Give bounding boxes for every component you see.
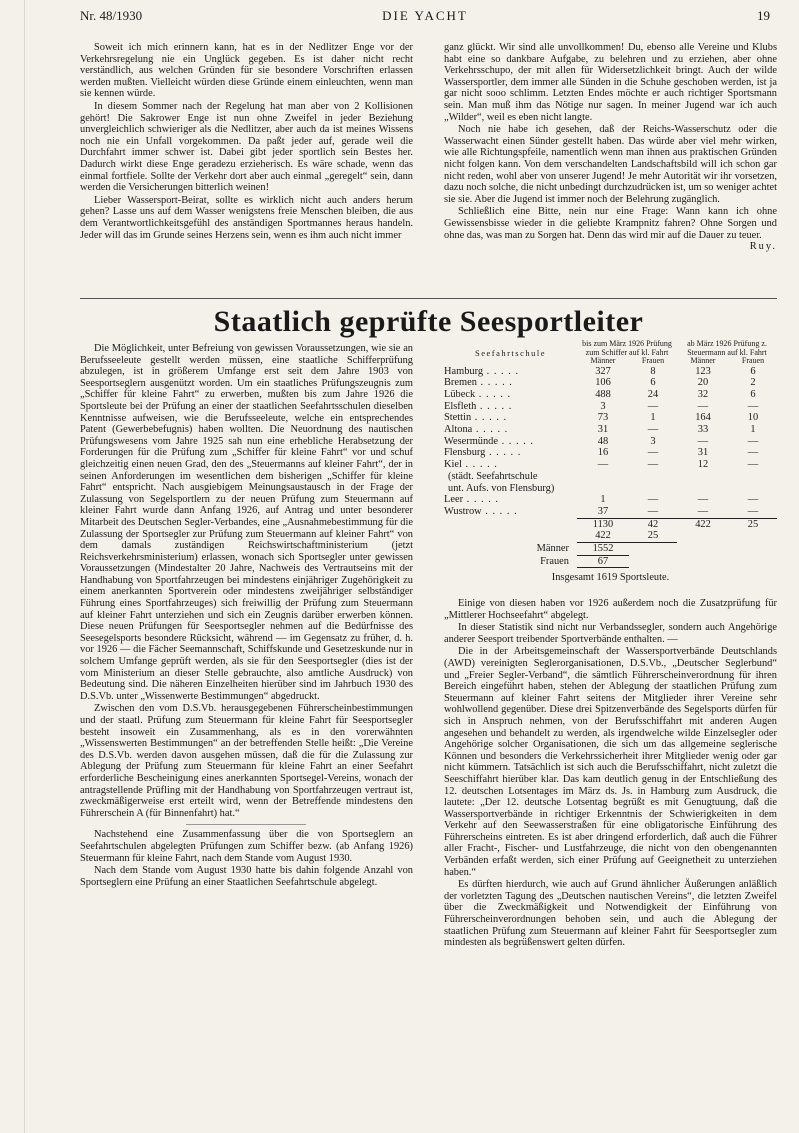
school-name-text: Wesermünde: [444, 435, 498, 447]
cell-value: —: [747, 494, 759, 506]
school-name: [444, 401, 577, 413]
cell-value: [629, 471, 677, 483]
school-name-text: (städt. Seefahrtschule: [448, 470, 538, 482]
paragraph-text: Schließlich eine Bitte, nein nur eine Frage: Wann kann ich ohne Gewissensbisse wieder in die geliebte Krampnitz fahren? Ohne Sorgen und ohne das, was man zu Sorgen hat. Denn das wird mir auf die Dauer zu teuer.: [444, 206, 777, 241]
paragraph: [444, 206, 777, 253]
cell-value: 33: [697, 424, 709, 436]
total-row: [444, 543, 777, 556]
cell-value: 37: [597, 505, 609, 517]
table-row: [444, 459, 777, 471]
school-name-text: Lübeck: [444, 388, 476, 400]
leader-dots: . . . . .: [483, 365, 520, 377]
magazine-title: DIE YACHT: [382, 8, 468, 23]
school-name-text: Stettin: [444, 412, 472, 424]
leader-dots: . . . . .: [471, 412, 508, 424]
sum-value: 42: [629, 518, 677, 530]
column-header-women: Frauen: [641, 356, 665, 365]
empty-cell: [444, 530, 577, 542]
article-column-left: [80, 343, 413, 888]
statistics-table: [444, 340, 777, 568]
school-name-text: Altona: [444, 424, 473, 436]
cell-value: [729, 471, 777, 483]
cell-value: 6: [750, 365, 756, 377]
paragraph: Nach dem Stande vom August 1930 hatte bis dahin folgende Anzahl von Sportseglern eine Prüfung an einer Staatlichen Seefahrtschule abgelegt.: [80, 865, 413, 888]
issue-number: Nr. 48/1930: [80, 8, 143, 23]
school-name-text: Leer: [444, 494, 464, 506]
column-header-men: Männer: [590, 356, 616, 365]
sum-value: 25: [629, 530, 677, 542]
cell-value: 31: [597, 424, 609, 436]
author-signature: Ruy.: [749, 241, 777, 253]
column-header-women: Frauen: [741, 356, 765, 365]
table-body: [444, 366, 777, 568]
cell-value: —: [647, 424, 659, 436]
cell-value: 31: [697, 447, 709, 459]
cell-value: 123: [695, 365, 711, 377]
cell-value: 10: [747, 412, 759, 424]
leader-dots: . . . . .: [461, 459, 498, 471]
cell-value: —: [647, 505, 659, 517]
cell-value: 3: [600, 400, 606, 412]
page-fold-line: [24, 0, 25, 1133]
school-name: [444, 471, 577, 483]
cell-value: 20: [697, 377, 709, 389]
column-group-header-steuermann: ab März 1926 Prüfung z. Steuermann auf kl. Fahrt: [687, 339, 767, 357]
cell-value: —: [647, 400, 659, 412]
cell-value: 6: [650, 377, 656, 389]
school-name-text: Flensburg: [444, 447, 486, 459]
sum-value: 25: [729, 518, 777, 530]
cell-value: [677, 471, 729, 483]
paragraph: Lieber Wassersport-Beirat, sollte es wirklich nicht auch anders herum gehen? Lasse uns auf dem Wasser wenigstens freie Menschen bleiben, die aus dem Verantwortlichkeitsgefühl des anständigen Sportmannes heraus handeln. Jeder will das im Grunde seines Herzens sein, wenn es ihm auch nicht immer: [80, 194, 413, 241]
sum-value: 422: [677, 518, 729, 530]
leader-dots: . . . . .: [472, 424, 509, 436]
letter-column-right: [444, 42, 777, 253]
table-row: [444, 483, 777, 495]
short-divider: [186, 824, 306, 825]
sum-value: 1130: [577, 518, 629, 530]
cell-value: 2: [750, 377, 756, 389]
paragraph: Die in der Arbeitsgemeinschaft der Wassersportverbände Deutschlands (AWD) vereinigten Seglerorganisationen, D.S.Vb., „Deutscher Seglerbund“ und „Freier Segler-Verband“, die sämtlich Führerscheinverordnung für ihren Bereich eingeführt haben, stehen der Ablegung der staatlichen Prüfung zum Steuermann auf kleiner Fahrt seitens der Mitglieder ihrer Vereine sehr wohlwollend gegenüber. Diese drei Spitzenverbände des Segelsports dürfen für sich in Anspruch nehmen, von der Berufsschiffahrt mit anderen Augen angesehen und behandelt zu werden, als irgendwelche wilde Einzelsegler oder Angehörige solcher Organisationen, die sich um das allgemeine seglerische Können und besonders die Verkehrssicherheit ihrer Mitglieder wenig oder gar nicht kümmern. Tatsächlich ist sich auch die Berufsschiffahrt, nicht zuletzt die Seeschiffahrt hierüber klar. Das kam deutlich genug in der Entschließung des 12. deutschen Lotsentages im März ds. Js. in Hamburg zum Ausdruck, die lautete: „Der 12. deutsche Lotsentag begrüßt es mit Genugtuung, daß die Wassersportverbände in richtiger Erkenntnis der Schwierigkeiten in dem Verkehr auf den Seewasserstraßen für eine obligatorische Einführung des Führerscheins eintreten. Es ist aber dringend erforderlich, daß auch die Führer aller Fracht-, Fischer- und Lustfahrzeuge, die nicht von den obengenannten Verbänden erfaßt werden, sich einer Prüfung auf Geeignetheit zu unterziehen haben.“: [444, 646, 777, 878]
cell-value: [729, 483, 777, 495]
paragraph: Soweit ich mich erinnern kann, hat es in der Nedlitzer Enge vor der Verkehrsregelung nie ein Unglück gegeben. Es ist daher nicht recht verständlich, aus welchen Gründen für sie besondere Vorschriften erlassen werden mußten. Vielleicht würden diese Gründe einem einleuchten, wenn man sie kennen würde.: [80, 42, 413, 100]
school-name: [444, 424, 577, 436]
paragraph: ganz glückt. Wir sind alle unvollkommen! Du, ebenso alle Vereine und Klubs habt eine so dankbare Aufgabe, zu belehren und zu erziehen, aber ohne Verkehrsschupo, der mit allen für Widersetzlichkeit bringt. Auch der wilde Wassersportler, dem immer alle Sünden in die Schuhe geschoben werden, ist ja gar nicht sooo schlimm. Letzten Endes möchte er auch richtiger Sportsmann sein. Man muß ihm das Nötige nur sagen. In meiner Jugend war ich auch „Wilder“, weil es eben nicht langte.: [444, 42, 777, 123]
cell-value: —: [747, 447, 759, 459]
school-name-text: Bremen: [444, 377, 477, 389]
leader-dots: . . . . .: [497, 435, 534, 447]
sum-row: [444, 530, 777, 542]
cell-value: 3: [650, 435, 656, 447]
school-name: [444, 506, 577, 518]
cell-value: —: [647, 459, 659, 471]
paragraph: Noch nie habe ich gesehen, daß der Reichs-Wasserschutz oder die Wasserwacht einen Sünder gestellt haben. Das würde aber viel mehr wirken, wie alle Richtungspfeile, namentlich wenn man ihnen aus praktischen Gründen nicht folgen kann. Von dem verschandelten Landschaftsbild will ich schon gar nicht reden, wohl aber von unserer Jugend! Je mehr Autorität wir ihr vorsetzen, dazu noch solche, die nicht unbedingt durchzudrücken ist, um so weniger achtet sie sie. Aber die Jugend ist immer noch der Belehrung zugänglich.: [444, 124, 777, 205]
cell-value: [577, 483, 629, 495]
school-name-text: Elsfleth: [444, 400, 477, 412]
cell-value: —: [747, 435, 759, 447]
cell-value: 12: [697, 459, 709, 471]
column-header-school: Seefahrtschule: [474, 347, 547, 358]
table-row: [444, 506, 777, 518]
cell-value: 8: [650, 365, 656, 377]
table-row: [444, 377, 777, 389]
grand-total: Insgesamt 1619 Sportsleute.: [551, 572, 670, 584]
table-row: [444, 424, 777, 436]
cell-value: [577, 471, 629, 483]
cell-value: [677, 483, 729, 495]
cell-value: 1: [650, 412, 656, 424]
sum-value: 422: [577, 530, 629, 542]
empty-cell: [729, 530, 777, 542]
table-row: [444, 436, 777, 448]
cell-value: —: [697, 400, 709, 412]
cell-value: 1: [750, 424, 756, 436]
cell-value: —: [647, 447, 659, 459]
statistics-table-block: [444, 340, 777, 583]
cell-value: 48: [597, 435, 609, 447]
paragraph: Nachstehend eine Zusammenfassung über die von Sportseglern an Seefahrtschulen abgelegten Prüfungen zum Schiffer bezw. (ab Anfang 1926) Steuermann für kleine Fahrt, nach dem Stande vom August 1930.: [80, 829, 413, 864]
section-divider: [80, 298, 777, 299]
page-number: 19: [757, 8, 770, 23]
article-title: Staatlich geprüfte Seesportleiter: [213, 305, 644, 338]
column-group-header-schiffer: bis zum März 1926 Prüfung zum Schiffer auf kl. Fahrt: [582, 339, 672, 357]
cell-value: 73: [597, 412, 609, 424]
page-header: [80, 8, 770, 30]
cell-value: 1: [600, 494, 606, 506]
leader-dots: . . . . .: [476, 377, 513, 389]
empty-cell: [444, 518, 577, 530]
sum-row: [444, 518, 777, 530]
cell-value: 164: [695, 412, 711, 424]
school-name: [444, 459, 577, 471]
school-name-text: Wustrow: [444, 506, 482, 518]
table-row: [444, 412, 777, 424]
paragraph: Die Möglichkeit, unter Befreiung von gewissen Voraussetzungen, wie sie an Berufsseeleute gestellt werden müssen, eine staatliche Schifferprüfung abzulegen, ist in größerem Umfange erst seit dem Jahre 1903 von Seesportseglern ausgenützt worden. Um ein staatliches Prüfungszeugnis zum „Schiffer für kleine Fahrt“ zu erwerben, mußten bis zum Jahre 1926 die Sportsleute bei der Prüfung an einer der staatlichen Seefahrtsschulen dieselben Kenntnisse aufweisen, wie die Berufsseeleute, welche ein entsprechendes Patent (Gewerbebefugnis) haben wollten. Die Neuordnung des nautischen Prüfungswesens vom Jahre 1925 sah nun eine erhebliche Herabsetzung der Forderungen für die Prüfung zum „Schiffer für kleine Fahrt“ vor und schuf gleichzeitig einen neuen Grad, den des „Steuermanns auf kleiner Fahrt“, der in seinen Anforderungen im wesentlichen dem bisherigen „Schiffer für kleine Fahrt“ entspricht. Nach ausgiebigem Meinungsaustausch in der Frage der Zulassung von Segelsportlern zu der neuen Prüfung zum Steuermann auf kleiner Fahrt wurde dann Anfang 1926, auf Antrag und unter besonderer Mitarbeit des Deutschen Segler-Verbandes, eine „Ausnahmebestimmung für die Zulassung der Sportsegler zur Prüfung zum Steuermann auf kleiner Fahrt“ von dem damals zuständigen Reichswirtschaftministerium (jetzt Reichsverkehrsministerium) erlassen, wonach sich Sportsegler unter gewissen Voraussetzungen (Mindestalter 20 Jahre, Nachweis des Vertrautseins mit der Handhabung von Sportfahrzeugen bei mindestens einjähriger Zugehörigkeit zu einem anerkannten Sportverein oder mindestens zweijähriger selbständiger Führung eines Sportfahrzeuges) sich freiwillig der Prüfung zum Steuermann auf kleiner Fahrt unterziehen und sich ein Zeugnis darüber erwerben können. Diese neuen Prüfungen für Seesportsegler nehmen auf die Bedürfnisse des Seesegelsports besondere Rücksicht, während — im Gegensatz zu früher, d. h. vor 1926 — die Fächer Seemannschaft, Schiffskunde und Gesetzeskunde nur in solchem Umfange geprüft werden, als sie für den Seesportsegler (dies ist der vom Ministerium an dieser Stelle gebrauchte, also amtliche Ausdruck) von Bedeutung sind. Die näheren Einzelheiten hierüber sind im Jahrbuch 1930 des D.S.Vb. unter „Wissenwerte Bestimmungen“ abgedruckt.: [80, 343, 413, 702]
leader-dots: . . . . .: [485, 447, 522, 459]
cell-value: [629, 483, 677, 495]
school-name: [444, 377, 577, 389]
school-name: [444, 494, 577, 506]
total-label: Männer: [536, 543, 569, 555]
letter-column-left: [80, 42, 413, 241]
table-row: [444, 471, 777, 483]
paragraph: In diesem Sommer nach der Regelung hat man aber von 2 Kollisionen gehört! Die Sakrower Enge ist nun ohne Zweifel in jeder Beziehung unvergleichlich schwieriger als die Nedlitzer, aber auch da ist meines Wissens noch nie ein Unfall vorgekommen. Da paßt jeder auf, gerade weil die Durchfahrt immer schwer ist. Dabei gibt jeder sportlich sein Bestes her. Dadurch wirkt diese Enge geradezu erzieherisch. Es wäre schade, wenn das einmal fortfiele. Sollte der Verkehr dort aber auch einmal „geregelt“ sein, dann werden die Versicherungen bitterlich weinen!: [80, 100, 413, 194]
leader-dots: . . . . .: [481, 506, 518, 518]
cell-value: —: [647, 494, 659, 506]
paragraph: Einige von diesen haben vor 1926 außerdem noch die Zusatzprüfung für „Mittlerer Hochseefahrt“ abgelegt.: [444, 598, 777, 621]
paragraph: Zwischen den vom D.S.Vb. herausgegebenen Führerscheinbestimmungen und der staatl. Prüfung zum Steuermann für kleine Fahrt für Seesportsegler besteht insoweit ein Zusammenhang, als es in den vorerwähnten „Wissenswerten Bestimmungen“ an der betreffenden Stelle heißt: „Die Vereine des D.S.Vb. werden davon ausgehen müssen, daß die für die Zulassung zur Ablegung der Prüfung zum Steuermann für kleine Fahrt an einer Seefahrt erforderliche Bescheinigung eines anerkannten Sportsegel-Vereins, wonach der antragstellende Prüfling mit der Handhabung von Sportfahrzeugen vertraut ist, zweckmäßigerweise erst erteilt wird, wenn der Betreffende mindestens den Führerschein A (für Binnenfahrt) hat.“: [80, 703, 413, 819]
paragraph: In dieser Statistik sind nicht nur Verbandssegler, sondern auch Angehörige anderer Seesport treibender Sportverbände enthalten. —: [444, 622, 777, 645]
cell-value: 488: [595, 388, 611, 400]
school-name: [444, 412, 577, 424]
leader-dots: . . . . .: [463, 494, 500, 506]
cell-value: —: [597, 459, 609, 471]
school-name: [444, 366, 577, 378]
cell-value: —: [747, 400, 759, 412]
school-name-text: Kiel: [444, 459, 462, 471]
table-row: [444, 389, 777, 401]
men-total: 1552: [577, 543, 629, 556]
cell-value: 16: [597, 447, 609, 459]
cell-value: 32: [697, 388, 709, 400]
cell-value: —: [697, 505, 709, 517]
column-header-men: Männer: [690, 356, 716, 365]
cell-value: 6: [750, 388, 756, 400]
school-name: [444, 483, 577, 495]
cell-value: 327: [595, 365, 611, 377]
leader-dots: . . . . .: [476, 400, 513, 412]
table-row: [444, 447, 777, 459]
school-name-text: Hamburg: [444, 365, 484, 377]
women-total: 67: [577, 555, 629, 568]
cell-value: —: [747, 459, 759, 471]
school-name-text: unt. Aufs. von Flensburg): [448, 482, 555, 494]
table-row: [444, 494, 777, 506]
school-name: [444, 389, 577, 401]
cell-value: 106: [595, 377, 611, 389]
total-row: [444, 555, 777, 568]
empty-cell: [677, 530, 729, 542]
school-name: [444, 436, 577, 448]
total-label: Frauen: [540, 555, 569, 567]
leader-dots: . . . . .: [475, 388, 512, 400]
article-column-right: [444, 598, 777, 949]
table-row: [444, 366, 777, 378]
cell-value: —: [697, 435, 709, 447]
cell-value: —: [747, 505, 759, 517]
cell-value: 24: [647, 388, 659, 400]
table-row: [444, 401, 777, 413]
paragraph: Es dürften hierdurch, wie auch auf Grund ähnlicher Äußerungen anläßlich der vorletzten Tagung des „Deutschen nautischen Vereins“, die letzten Zweifel über die Zweckmäßigkeit und Notwendigkeit der Einführung von Führerscheinverordnungen behoben sein, und auch die Ablegung der staatlichen Prüfung zum Steuermann auf kleiner Fahrt für Seesportsegler zum mindesten als begrüßenswert gelten dürfen.: [444, 879, 777, 949]
cell-value: —: [697, 494, 709, 506]
school-name: [444, 447, 577, 459]
